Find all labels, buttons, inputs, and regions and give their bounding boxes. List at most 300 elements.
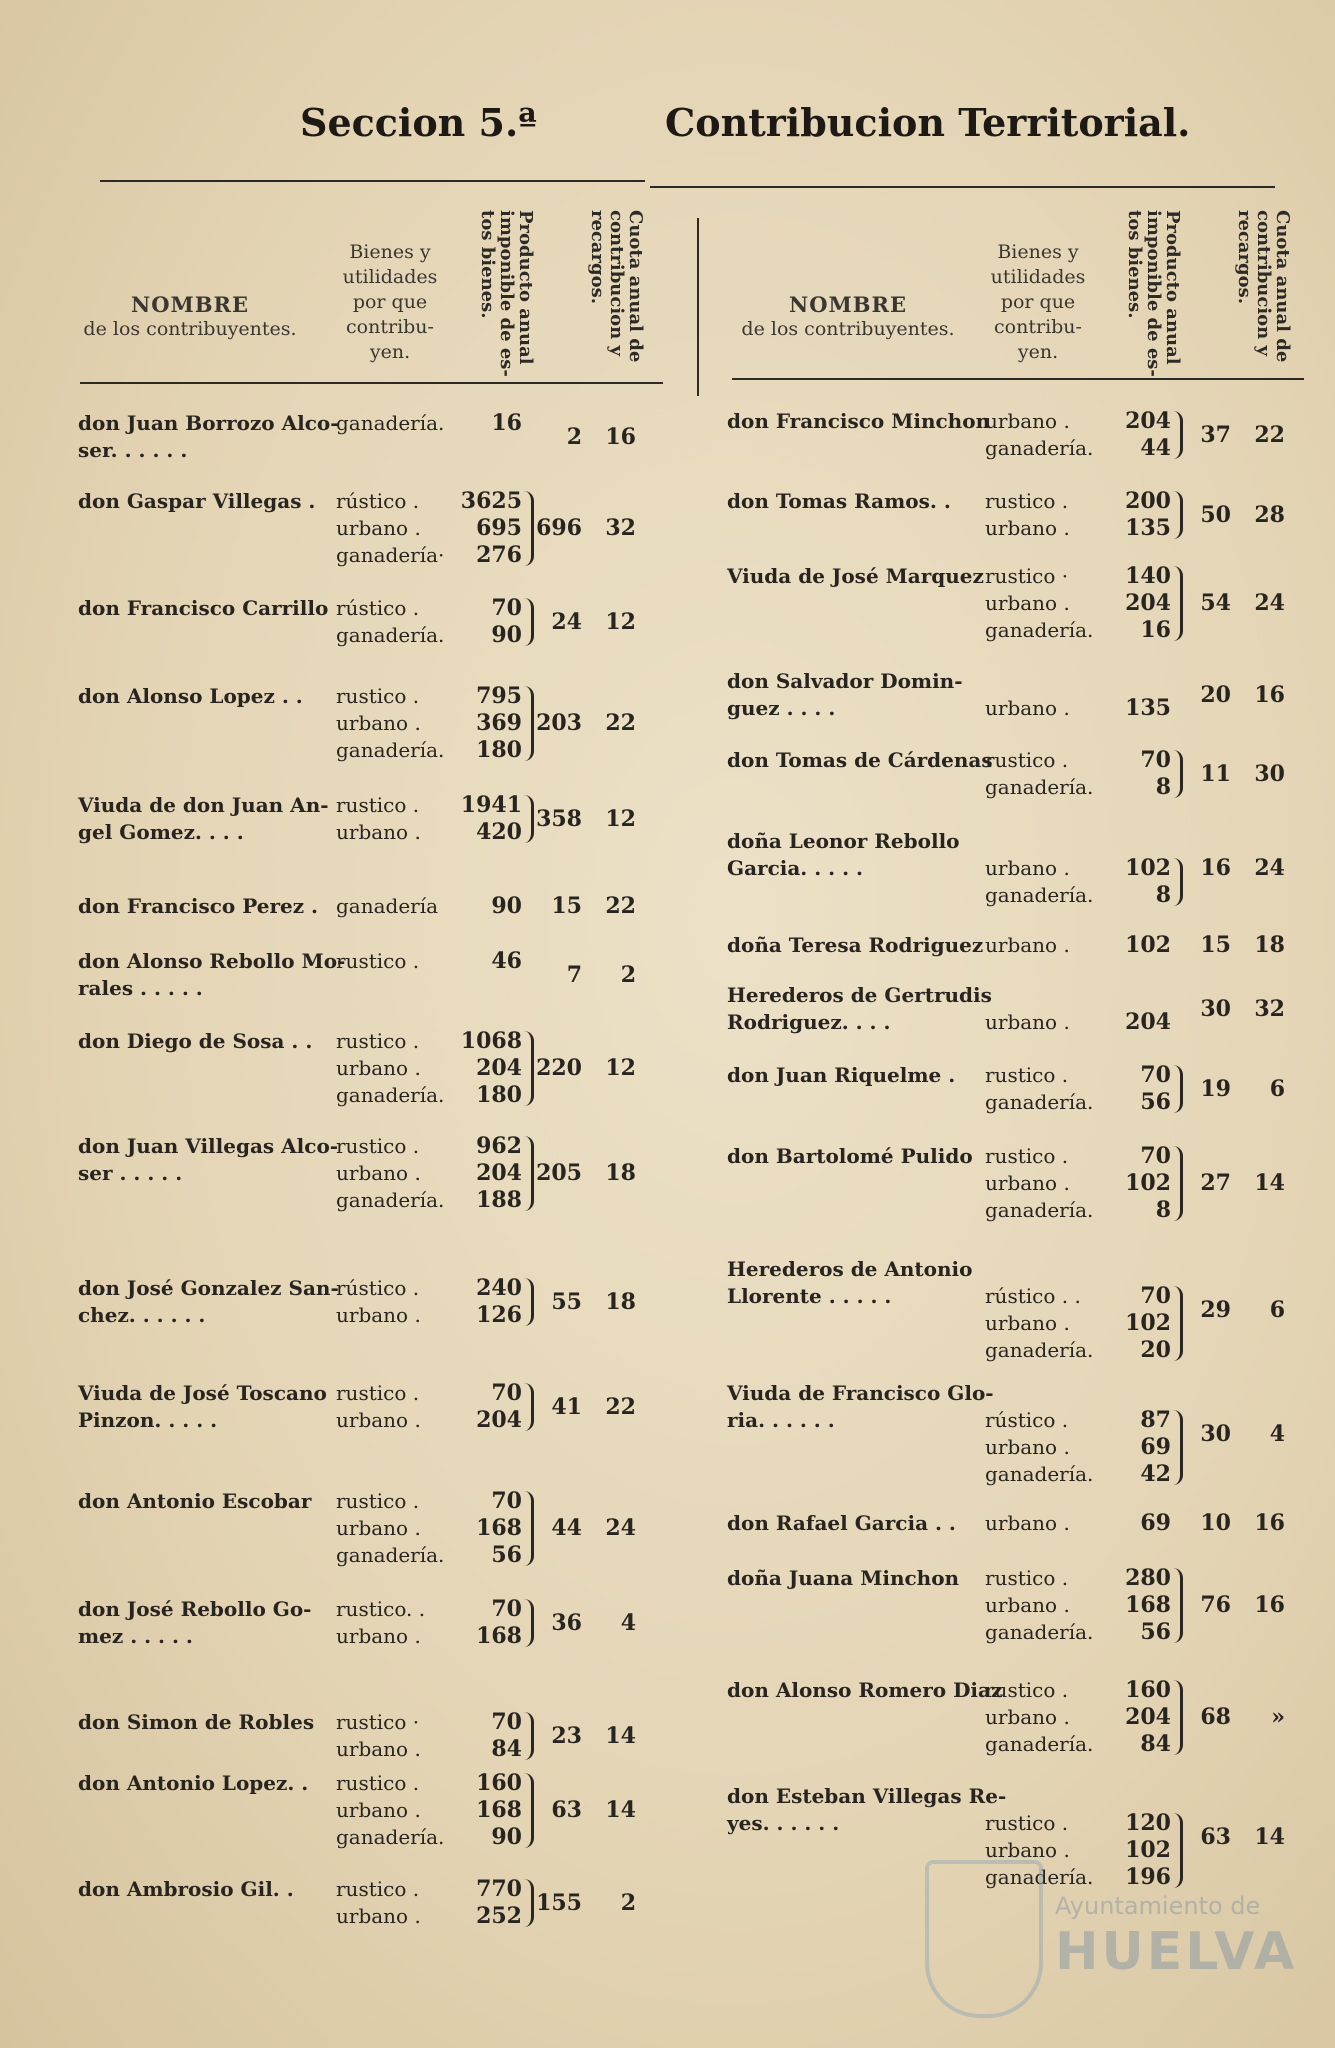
property-type: rustico . — [336, 1134, 420, 1158]
taxpayer-name-line: guez . . . . — [727, 696, 836, 720]
property-type: rustico . — [985, 748, 1069, 772]
taxable-product-value: 276 — [476, 542, 522, 568]
property-type: ganadería· — [336, 543, 445, 567]
taxable-product-value: 180 — [476, 1082, 522, 1108]
taxable-product-value: 70 — [1140, 1143, 1171, 1169]
quota-maravedis: 18 — [1254, 932, 1285, 958]
grouping-brace — [524, 1136, 534, 1211]
taxpayer-name — [727, 932, 982, 959]
quota-reales: 50 — [1200, 501, 1231, 528]
quota-maravedis: 24 — [605, 1515, 636, 1541]
taxable-products — [446, 893, 522, 920]
quota-reales: 30 — [1200, 995, 1231, 1022]
taxpayer-name-line: Viuda de Francisco Glo- — [727, 1381, 994, 1405]
taxpayer-name — [727, 747, 993, 774]
property-type: rustico . — [985, 489, 1069, 513]
grouping-brace — [524, 491, 534, 566]
property-type: rustico · — [985, 564, 1069, 588]
taxpayer-name — [78, 683, 333, 710]
property-type: urbano . — [336, 1624, 421, 1648]
taxable-product-value: 168 — [476, 1515, 522, 1541]
property-type: rustico . — [985, 1811, 1069, 1835]
title-rule-left — [100, 180, 645, 182]
taxpayer-name-line: doña Juana Minchon — [727, 1566, 960, 1590]
taxable-product-value: 70 — [491, 1380, 522, 1406]
taxpayer-entry — [727, 668, 1292, 722]
taxable-product-value: 69 — [1140, 1434, 1171, 1460]
taxpayer-entry — [78, 488, 643, 569]
taxpayer-name-line: Herederos de Gertrudis — [727, 983, 992, 1007]
property-types — [985, 488, 1095, 542]
quota-reales: 36 — [551, 1609, 582, 1636]
property-type: urbano . — [985, 1171, 1070, 1195]
taxpayer-entry — [78, 1488, 643, 1569]
property-type: urbano . — [336, 1056, 421, 1080]
taxable-product-value: 140 — [1125, 563, 1171, 589]
property-type: urbano . — [985, 1435, 1070, 1459]
taxable-product-value: 8 — [1155, 774, 1171, 800]
taxpayer-name-line: don Tomas Ramos. . — [727, 489, 951, 513]
taxable-products — [446, 1133, 522, 1214]
taxable-product-value — [1095, 668, 1171, 695]
property-type: rustico . — [985, 1063, 1069, 1087]
grouping-brace — [1173, 1410, 1183, 1485]
property-type: urbano . — [985, 696, 1070, 720]
taxpayer-name-line: don Francisco Minchon — [727, 409, 991, 433]
quota-reales: 15 — [1200, 932, 1231, 958]
taxable-product-value: 196 — [1125, 1864, 1171, 1890]
quota-maravedis: 4 — [620, 1609, 636, 1636]
taxpayer-entry — [78, 1028, 643, 1109]
property-types — [336, 1275, 446, 1329]
property-type: urbano . — [336, 1408, 421, 1432]
quota-reales: 23 — [551, 1722, 582, 1749]
taxable-product-value: 70 — [491, 1709, 522, 1735]
grouping-brace — [524, 1773, 534, 1848]
quota-reales: 220 — [536, 1055, 582, 1081]
quota-reales: 696 — [536, 515, 582, 541]
property-type: rustico . — [336, 1381, 420, 1405]
property-type: ganadería. — [985, 436, 1094, 460]
taxpayer-name — [78, 792, 333, 846]
taxpayer-name-line: yes. . . . . . — [727, 1811, 840, 1835]
taxable-product-value: 695 — [476, 515, 522, 541]
left-goods-header: Bienes y utilidades por que contribu- yen. — [342, 241, 438, 363]
taxpayer-name-line: Pinzon. . . . . — [78, 1408, 218, 1432]
property-types — [336, 893, 446, 920]
taxable-product-value: 102 — [1125, 855, 1171, 881]
property-type: rustico . — [985, 1144, 1069, 1168]
taxable-product-value: 16 — [1140, 617, 1171, 643]
taxable-product-value: 44 — [1140, 435, 1171, 461]
property-type: ganadería. — [985, 1338, 1094, 1362]
quota-reales: 7 — [566, 961, 582, 988]
taxpayer-name-line: don Francisco Carrillo — [78, 596, 329, 620]
taxpayer-entry — [727, 1256, 1292, 1364]
quota-maravedis: 22 — [605, 893, 636, 919]
taxable-product-value: 770 — [476, 1876, 522, 1902]
property-type: urbano . — [985, 1311, 1070, 1335]
quota-reales: 68 — [1200, 1704, 1231, 1730]
taxable-product-value: 70 — [491, 1596, 522, 1622]
taxable-product-value: 102 — [1125, 1310, 1171, 1336]
grouping-brace — [1173, 750, 1183, 798]
quota-maravedis: 12 — [605, 608, 636, 635]
quota-maravedis: 16 — [1254, 1592, 1285, 1618]
property-types — [985, 668, 1095, 722]
taxpayer-entry — [78, 1770, 643, 1851]
taxpayer-name — [727, 1783, 1007, 1837]
taxable-product-value: 188 — [476, 1187, 522, 1213]
property-types — [985, 563, 1095, 644]
taxpayer-entry — [78, 1133, 643, 1214]
taxable-products — [1095, 1256, 1171, 1364]
taxpayer-name — [727, 1565, 982, 1592]
taxpayer-entry — [727, 1510, 1292, 1537]
taxpayer-name — [78, 1770, 333, 1797]
left-name-sub: de los contribuyentes. — [83, 318, 297, 340]
taxpayer-name-line: Viuda de José Toscano — [78, 1381, 327, 1405]
taxpayer-entry — [78, 1380, 643, 1434]
left-product-header: Producto anual imponible de es- tos bienes. — [477, 210, 536, 377]
quota-reales: 15 — [551, 893, 582, 919]
grouping-brace — [524, 1879, 534, 1927]
right-name-sub: de los contribuyentes. — [741, 318, 955, 340]
taxpayer-name-line: don Alonso Lopez . . — [78, 684, 303, 708]
quota-reales: 155 — [536, 1889, 582, 1916]
taxable-products — [446, 1876, 522, 1930]
grouping-brace — [1173, 411, 1183, 459]
taxable-product-value: 135 — [1125, 515, 1171, 541]
property-type: urbano . — [985, 409, 1070, 433]
property-type: urbano . — [336, 1798, 421, 1822]
taxpayer-name — [78, 1709, 333, 1736]
taxable-product-value: 126 — [476, 1302, 522, 1328]
right-product-header: Producto anual imponible de es- tos bienes. — [1124, 210, 1183, 377]
property-type: ganadería. — [985, 1198, 1094, 1222]
taxable-product-value: 160 — [1125, 1677, 1171, 1703]
taxpayer-entry — [78, 1709, 643, 1763]
taxable-product-value: 84 — [1140, 1731, 1171, 1757]
taxable-products — [446, 948, 522, 975]
taxable-product-value: 20 — [1140, 1337, 1171, 1363]
quota-reales: 55 — [551, 1288, 582, 1315]
grouping-brace — [1173, 1286, 1183, 1361]
quota-reales: 24 — [551, 608, 582, 635]
taxpayer-entry — [78, 792, 643, 846]
taxpayer-entry — [78, 410, 643, 464]
taxable-product-value: 70 — [491, 1488, 522, 1514]
taxpayer-entry — [727, 408, 1292, 462]
center-divider — [697, 218, 699, 396]
taxpayer-name — [78, 1133, 339, 1187]
property-types — [985, 828, 1095, 909]
quota-reales: 44 — [551, 1515, 582, 1541]
property-type: rustico . — [336, 949, 420, 973]
taxable-product-value: 252 — [476, 1903, 522, 1929]
property-type: ganadería. — [985, 775, 1094, 799]
taxpayer-name-line: don Alonso Rebollo Mo- — [78, 949, 346, 973]
taxpayer-name-line: don José Gonzalez San- — [78, 1276, 339, 1300]
quota-maravedis: » — [1271, 1704, 1285, 1730]
property-type: ganadería — [336, 894, 439, 918]
taxpayer-entry — [78, 893, 643, 920]
quota-maravedis: 2 — [620, 1889, 636, 1916]
taxpayer-name-line: Llorente . . . . . — [727, 1284, 892, 1308]
property-type — [985, 828, 1095, 855]
taxable-product-value: 42 — [1140, 1461, 1171, 1487]
taxable-product-value: 120 — [1125, 1810, 1171, 1836]
taxpayer-name — [78, 1488, 333, 1515]
taxpayer-name-line: ser. . . . . . — [78, 438, 188, 462]
taxpayer-name-line: ria. . . . . . — [727, 1408, 835, 1432]
quota-maravedis: 32 — [1254, 995, 1285, 1022]
taxable-products — [1095, 828, 1171, 909]
taxable-product-value: 90 — [491, 622, 522, 648]
taxpayer-name-line: don Simon de Robles — [78, 1710, 315, 1734]
taxpayer-name-line: Viuda de don Juan An- — [78, 793, 329, 817]
property-type: urbano . — [336, 1303, 421, 1327]
quota-maravedis: 32 — [605, 515, 636, 541]
property-type: rustico · — [336, 1710, 420, 1734]
taxpayer-entry — [78, 1275, 643, 1329]
taxpayer-entry — [727, 1062, 1292, 1116]
taxpayer-name — [727, 563, 982, 590]
grouping-brace — [524, 1491, 534, 1566]
taxable-products — [446, 1709, 522, 1763]
taxable-product-value: 204 — [476, 1160, 522, 1186]
quota-maravedis: 14 — [605, 1722, 636, 1749]
taxable-product-value: 280 — [1125, 1565, 1171, 1591]
taxpayer-name — [727, 982, 992, 1036]
taxpayer-name — [78, 1028, 333, 1055]
property-types — [985, 1062, 1095, 1116]
property-types — [985, 982, 1095, 1036]
taxable-product-value: 102 — [1125, 932, 1171, 958]
property-type: urbano . — [985, 1511, 1070, 1535]
property-type — [985, 982, 1095, 1009]
property-type: rustico . — [336, 1877, 420, 1901]
taxable-products — [1095, 747, 1171, 801]
property-type: rústico . — [336, 489, 420, 513]
taxpayer-entry — [727, 932, 1292, 959]
quota-maravedis: 18 — [605, 1160, 636, 1186]
taxable-product-value: 3625 — [460, 488, 522, 514]
property-type: urbano . — [985, 933, 1070, 957]
quota-reales: 30 — [1200, 1420, 1231, 1447]
taxpayer-name-line: doña Leonor Rebollo — [727, 829, 960, 853]
property-type: ganadería. — [985, 1462, 1094, 1486]
taxpayer-name-line: don Francisco Perez . — [78, 894, 318, 918]
title-rule-right — [650, 186, 1275, 188]
quota-reales: 358 — [536, 805, 582, 832]
taxable-products — [446, 792, 522, 846]
taxable-products — [446, 1488, 522, 1569]
quota-maravedis: 22 — [605, 710, 636, 736]
left-quota-header: Cuota anual de contribucion y recargos. — [587, 210, 646, 363]
coat-of-arms-icon — [925, 1860, 1043, 2018]
taxpayer-name-line: don Esteban Villegas Re- — [727, 1784, 1007, 1808]
quota-reales: 19 — [1200, 1075, 1231, 1102]
property-type: urbano . — [336, 820, 421, 844]
property-types — [336, 1770, 446, 1851]
taxable-products — [1095, 408, 1171, 462]
quota-maravedis: 4 — [1269, 1420, 1285, 1447]
taxable-products — [1095, 932, 1171, 959]
quota-maravedis: 12 — [605, 1055, 636, 1081]
quota-maravedis: 18 — [605, 1288, 636, 1315]
quota-reales: 27 — [1200, 1170, 1231, 1196]
right-quota-header: Cuota anual de contribucion y recargos. — [1234, 210, 1293, 363]
property-type: ganadería. — [336, 623, 445, 647]
property-types — [336, 1596, 446, 1650]
property-types — [985, 1380, 1095, 1488]
taxable-product-value — [1095, 1783, 1171, 1810]
property-type: urbano . — [336, 1737, 421, 1761]
taxpayer-name — [727, 668, 982, 722]
taxable-products — [1095, 982, 1171, 1036]
property-types — [985, 747, 1095, 801]
taxable-products — [446, 410, 522, 437]
taxable-product-value: 420 — [476, 819, 522, 845]
left-header-rule — [80, 382, 663, 384]
quota-maravedis: 2 — [620, 961, 636, 988]
taxable-product-value: 168 — [476, 1623, 522, 1649]
property-type: rustico . — [336, 1489, 420, 1513]
taxpayer-name — [727, 828, 982, 882]
taxpayer-name-line: don Ambrosio Gil. . — [78, 1877, 294, 1901]
property-type: rústico . — [336, 596, 420, 620]
taxpayer-name-line: don Juan Borrozo Alco- — [78, 411, 339, 435]
property-type: rústico . — [336, 1276, 420, 1300]
taxpayer-name — [78, 1596, 333, 1650]
taxable-product-value: 168 — [476, 1797, 522, 1823]
taxpayer-entry — [78, 1876, 643, 1930]
property-type: ganadería. — [336, 411, 445, 435]
quota-maravedis: 16 — [605, 423, 636, 450]
taxable-product-value: 8 — [1155, 882, 1171, 908]
taxpayer-name — [727, 488, 982, 515]
taxpayer-entry — [78, 948, 643, 1002]
property-type: ganadería. — [985, 1620, 1094, 1644]
taxable-products — [1095, 1143, 1171, 1224]
property-type: ganadería. — [336, 1825, 445, 1849]
taxable-product-value: 180 — [476, 737, 522, 763]
right-goods-header: Bienes y utilidades por que contribu- yen. — [990, 241, 1086, 363]
property-type: ganadería. — [336, 1543, 445, 1567]
quota-reales: 2 — [566, 423, 582, 450]
taxable-product-value: 90 — [491, 893, 522, 919]
quota-maravedis: 24 — [1254, 855, 1285, 881]
taxable-product-value: 1068 — [460, 1028, 522, 1054]
quota-maravedis: 12 — [605, 805, 636, 832]
property-type: urbano . — [985, 516, 1070, 540]
taxable-product-value: 962 — [476, 1133, 522, 1159]
quota-reales: 203 — [536, 710, 582, 736]
property-type: urbano . — [336, 516, 421, 540]
quota-maravedis: 14 — [1254, 1170, 1285, 1196]
taxpayer-name-line: don Juan Riquelme . — [727, 1063, 956, 1087]
property-type: urbano . — [336, 711, 421, 735]
property-type: rustico . — [985, 1678, 1069, 1702]
taxable-product-value: 70 — [491, 595, 522, 621]
property-type: urbano . — [336, 1904, 421, 1928]
taxpayer-entry — [727, 1380, 1292, 1488]
taxable-product-value: 168 — [1125, 1592, 1171, 1618]
taxable-product-value: 70 — [1140, 1062, 1171, 1088]
taxable-product-value — [1095, 828, 1171, 855]
grouping-brace — [524, 1599, 534, 1647]
property-types — [985, 1256, 1095, 1364]
taxable-product-value: 200 — [1125, 488, 1171, 514]
taxpayer-entry — [727, 1677, 1292, 1758]
grouping-brace — [1173, 1568, 1183, 1643]
taxpayer-name — [727, 1380, 994, 1434]
taxable-product-value: 56 — [1140, 1619, 1171, 1645]
taxpayer-name — [727, 1143, 982, 1170]
taxable-product-value: 204 — [476, 1055, 522, 1081]
right-name-title: NOMBRE — [789, 292, 907, 317]
taxable-product-value: 240 — [476, 1275, 522, 1301]
taxpayer-name-line: Rodriguez. . . . — [727, 1010, 891, 1034]
property-type — [985, 1256, 1095, 1283]
grouping-brace — [524, 1031, 534, 1106]
property-types — [985, 1510, 1095, 1537]
quota-maravedis: 16 — [1254, 1510, 1285, 1536]
taxable-product-value: 204 — [1125, 590, 1171, 616]
property-type — [985, 1380, 1095, 1407]
taxable-products — [1095, 1565, 1171, 1646]
taxable-product-value: 1941 — [460, 792, 522, 818]
property-type — [985, 668, 1095, 695]
taxpayer-name-line: Viuda de José Marquez — [727, 564, 984, 588]
property-type — [985, 1783, 1095, 1810]
taxable-product-value: 16 — [491, 410, 522, 436]
taxpayer-name-line: don Gaspar Villegas . — [78, 489, 316, 513]
taxpayer-name — [727, 1256, 982, 1310]
taxable-products — [1095, 563, 1171, 644]
property-type: urbano . — [985, 591, 1070, 615]
quota-maravedis: 6 — [1269, 1075, 1285, 1102]
watermark-line1: Ayuntamiento de — [1055, 1892, 1261, 1920]
property-type: ganadería. — [985, 1090, 1094, 1114]
quota-reales: 20 — [1200, 681, 1231, 708]
taxpayer-name-line: don Bartolomé Pulido — [727, 1144, 973, 1168]
taxpayer-name-line: Herederos de Antonio — [727, 1257, 973, 1281]
property-type: urbano . — [985, 1593, 1070, 1617]
taxable-products — [1095, 488, 1171, 542]
taxable-product-value: 8 — [1155, 1197, 1171, 1223]
property-types — [985, 1143, 1095, 1224]
taxpayer-name-line: ser . . . . . — [78, 1161, 183, 1185]
quota-maravedis: 24 — [1254, 590, 1285, 616]
taxable-product-value: 70 — [1140, 1283, 1171, 1309]
watermark-line2: HUELVA — [1055, 1922, 1298, 1982]
property-type: rústico . . — [985, 1284, 1081, 1308]
taxable-products — [1095, 1677, 1171, 1758]
property-type: rústico . — [985, 1408, 1069, 1432]
property-type: rustico . — [336, 793, 420, 817]
property-types — [336, 1380, 446, 1434]
taxpayer-entry — [78, 1596, 643, 1650]
grouping-brace — [524, 795, 534, 843]
property-types — [985, 1677, 1095, 1758]
taxable-products — [1095, 1062, 1171, 1116]
grouping-brace — [524, 1383, 534, 1431]
taxpayer-entry — [78, 595, 643, 649]
taxable-product-value: 102 — [1125, 1170, 1171, 1196]
quota-maravedis: 22 — [605, 1393, 636, 1420]
